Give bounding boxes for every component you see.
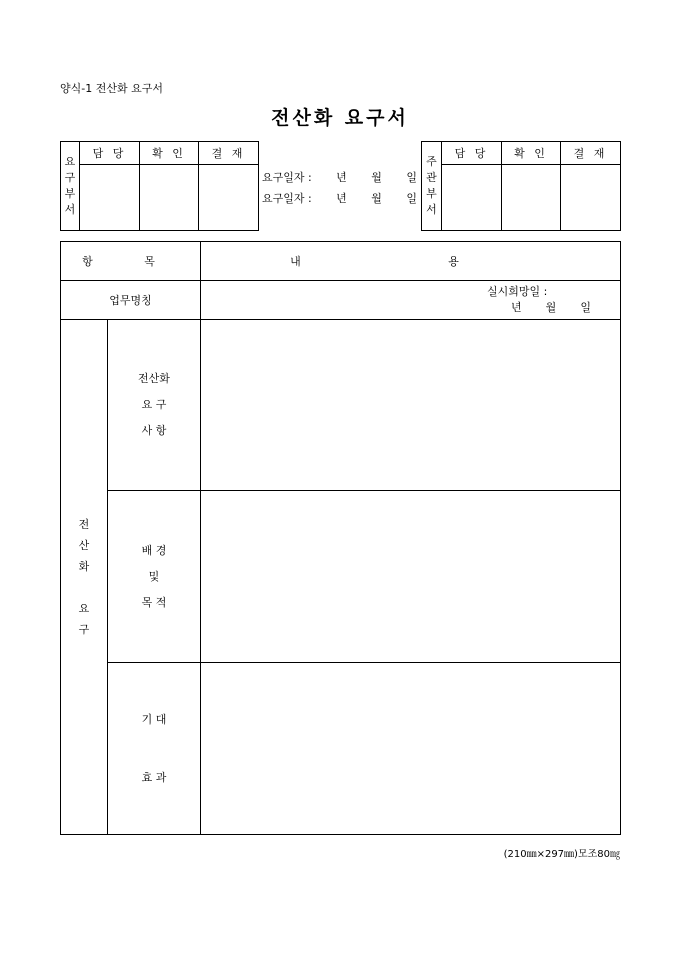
desired-date-label: 실시희망일 : bbox=[487, 285, 548, 298]
form-code: 양식-1 전산화 요구서 bbox=[60, 82, 163, 95]
document-title: 전산화 요구서 bbox=[271, 107, 409, 129]
approval-header-charge: 담 당 bbox=[80, 142, 140, 165]
request-date-row[interactable]: 요구일자 : 년 월 일 bbox=[262, 171, 417, 184]
managing-department-label: 주 관 부 서 bbox=[422, 142, 442, 231]
approval-header-charge: 담 당 bbox=[442, 142, 502, 165]
request-date-row[interactable]: 요구일자 : 년 월 일 bbox=[262, 192, 417, 205]
row-label-requirements: 전산화 요 구 사 항 bbox=[108, 320, 201, 491]
section-label-computerization-request: 전 산 화 요 구 bbox=[61, 320, 108, 835]
requirements-content-cell[interactable] bbox=[201, 320, 621, 491]
row-label-background-purpose: 배 경 및 목 적 bbox=[108, 491, 201, 663]
left-approval-table bbox=[60, 141, 259, 231]
approval-header-approve: 결 재 bbox=[199, 142, 259, 165]
header-content: 내 용 bbox=[201, 242, 621, 281]
approval-header-approve: 결 재 bbox=[561, 142, 621, 165]
approval-header-confirm: 확 인 bbox=[502, 142, 561, 165]
desired-date[interactable]: 년 월 일 bbox=[511, 301, 591, 314]
background-purpose-content-cell[interactable] bbox=[201, 491, 621, 663]
signature-cell-approve[interactable] bbox=[561, 165, 621, 231]
signature-cell-confirm[interactable] bbox=[140, 165, 199, 231]
approval-header-confirm: 확 인 bbox=[140, 142, 199, 165]
task-name-label: 업무명칭 bbox=[61, 281, 201, 320]
expected-effect-content-cell[interactable] bbox=[201, 663, 621, 835]
task-name-field[interactable] bbox=[201, 281, 621, 320]
requesting-department-label: 요 구 부 서 bbox=[61, 142, 80, 231]
signature-cell-charge[interactable] bbox=[80, 165, 140, 231]
row-label-expected-effect: 기 대 효 과 bbox=[108, 663, 201, 835]
paper-spec-footer: (210㎜×297㎜)모조80㎎ bbox=[503, 849, 620, 860]
request-dates bbox=[262, 167, 417, 209]
header-item: 항 목 bbox=[61, 242, 201, 281]
right-approval-table bbox=[421, 141, 621, 231]
signature-cell-charge[interactable] bbox=[442, 165, 502, 231]
signature-cell-approve[interactable] bbox=[199, 165, 259, 231]
signature-cell-confirm[interactable] bbox=[502, 165, 561, 231]
request-main-table bbox=[60, 241, 621, 835]
